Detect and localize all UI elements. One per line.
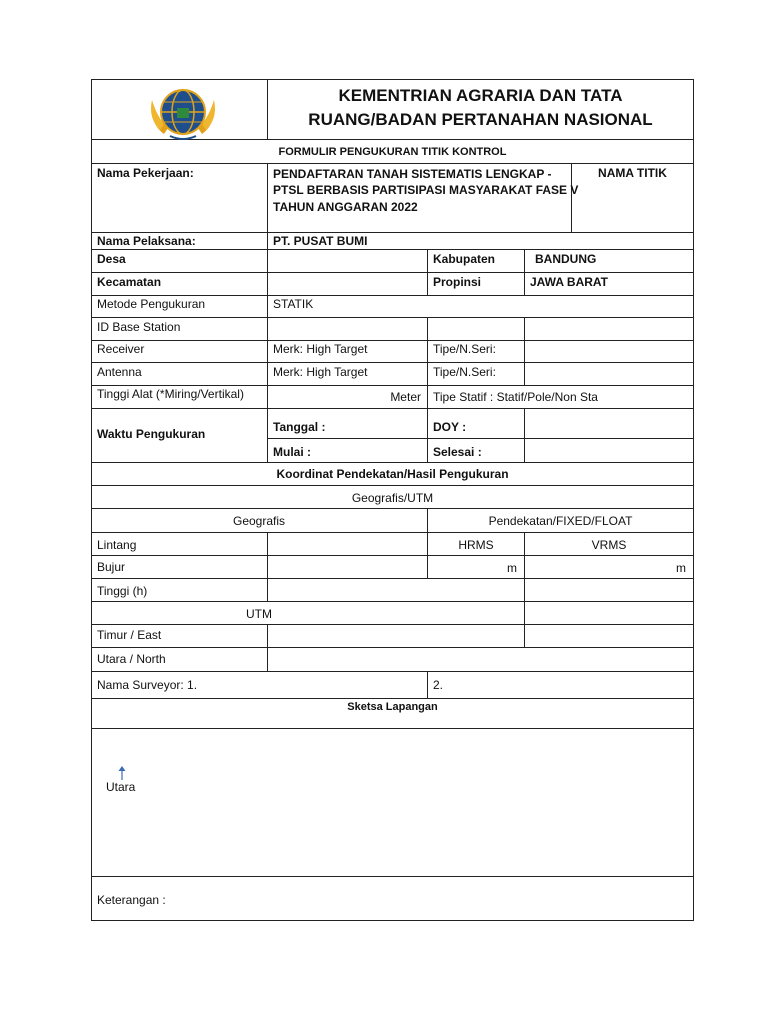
border-line bbox=[91, 408, 694, 409]
border-line bbox=[268, 438, 694, 439]
hrms-label: HRMS bbox=[458, 538, 494, 552]
border-line bbox=[91, 232, 694, 233]
border-line bbox=[91, 462, 694, 463]
end-label: Selesai : bbox=[433, 445, 482, 459]
longitude-label: Bujur bbox=[97, 560, 126, 574]
border-line bbox=[91, 671, 694, 672]
border-line bbox=[91, 485, 694, 486]
method-label: Metode Pengukuran bbox=[97, 297, 206, 311]
border-line bbox=[91, 698, 694, 699]
executor-label: Nama Pelaksana: bbox=[97, 234, 196, 248]
form-title: FORMULIR PENGUKURAN TITIK KONTROL bbox=[278, 146, 507, 158]
agency-title-line2: RUANG/BADAN PERTANAHAN NASIONAL bbox=[308, 110, 653, 129]
border-line bbox=[91, 385, 694, 386]
measurement-time-label: Waktu Pengukuran bbox=[97, 427, 206, 441]
executor-value: PT. PUSAT BUMI bbox=[273, 234, 368, 248]
village-label: Desa bbox=[97, 252, 126, 266]
border-line bbox=[91, 647, 694, 648]
bpn-logo bbox=[144, 84, 222, 142]
border-line bbox=[91, 728, 694, 729]
border-line bbox=[91, 555, 694, 556]
border-line bbox=[91, 601, 694, 602]
job-name-line3: TAHUN ANGGARAN 2022 bbox=[273, 200, 418, 214]
receiver-brand: Merk: High Target bbox=[273, 342, 368, 356]
approximation-header: Pendekatan/FIXED/FLOAT bbox=[488, 514, 633, 528]
receiver-label: Receiver bbox=[97, 342, 145, 356]
border-line bbox=[91, 532, 694, 533]
border-line bbox=[91, 317, 694, 318]
base-station-label: ID Base Station bbox=[97, 320, 181, 334]
north-arrow-icon bbox=[118, 766, 126, 780]
border-line bbox=[427, 671, 428, 699]
method-value: STATIK bbox=[273, 297, 314, 311]
hrms-unit: m bbox=[507, 561, 517, 575]
coordinate-section-title: Koordinat Pendekatan/Hasil Pengukuran bbox=[276, 467, 509, 481]
geographic-header: Geografis bbox=[232, 514, 286, 528]
province-label: Propinsi bbox=[433, 275, 482, 289]
instrument-height-label: Tinggi Alat (*Miring/Vertikal) bbox=[97, 387, 244, 401]
remarks-label: Keterangan : bbox=[97, 893, 166, 907]
north-label: Utara bbox=[106, 780, 136, 794]
antenna-brand: Merk: High Target bbox=[273, 365, 368, 379]
easting-label: Timur / East bbox=[97, 628, 162, 642]
vrms-unit: m bbox=[676, 561, 686, 575]
regency-value: BANDUNG bbox=[535, 252, 597, 266]
antenna-label: Antenna bbox=[97, 365, 142, 379]
border-line bbox=[427, 249, 428, 295]
geo-utm-header: Geografis/UTM bbox=[351, 491, 434, 505]
utm-header: UTM bbox=[246, 607, 272, 621]
date-label: Tanggal : bbox=[273, 420, 326, 434]
border-line bbox=[427, 317, 428, 462]
border-line bbox=[91, 508, 694, 509]
border-line bbox=[91, 79, 694, 80]
border-line bbox=[91, 295, 694, 296]
border-line bbox=[524, 408, 525, 462]
border-line bbox=[91, 362, 694, 363]
receiver-type: Tipe/N.Seri: bbox=[433, 342, 496, 356]
height-unit: Meter bbox=[390, 390, 421, 404]
regency-label: Kabupaten bbox=[433, 252, 496, 266]
district-label: Kecamatan bbox=[97, 275, 162, 289]
border-line bbox=[267, 624, 268, 671]
border-line bbox=[91, 578, 694, 579]
border-line bbox=[524, 249, 525, 295]
surveyor-2-label: 2. bbox=[433, 678, 444, 692]
agency-title-line1: KEMENTRIAN AGRARIA DAN TATA bbox=[338, 86, 623, 105]
job-name-line2: PTSL BERBASIS PARTISIPASI MASYARAKAT FASE V bbox=[273, 183, 579, 197]
start-label: Mulai : bbox=[273, 445, 311, 459]
border-line bbox=[91, 163, 694, 164]
static-type: Tipe Statif : Statif/Pole/Non Sta bbox=[433, 390, 598, 404]
border-line bbox=[91, 920, 694, 921]
antenna-type: Tipe/N.Seri: bbox=[433, 365, 496, 379]
surveyor-1-label: Nama Surveyor: 1. bbox=[97, 678, 198, 692]
northing-label: Utara / North bbox=[97, 652, 166, 666]
border-line bbox=[91, 249, 694, 250]
doy-label: DOY : bbox=[433, 420, 467, 434]
border-line bbox=[267, 532, 268, 601]
latitude-label: Lintang bbox=[97, 538, 137, 552]
border-line bbox=[524, 317, 525, 385]
field-sketch-title: Sketsa Lapangan bbox=[347, 701, 438, 713]
border-line bbox=[91, 340, 694, 341]
job-label: Nama Pekerjaan: bbox=[97, 166, 194, 180]
ellipsoid-height-label: Tinggi (h) bbox=[97, 584, 148, 598]
border-line bbox=[267, 163, 268, 462]
job-name-line1: PENDAFTARAN TANAH SISTEMATIS LENGKAP - bbox=[273, 167, 552, 181]
point-name-label: NAMA TITIK bbox=[598, 166, 667, 180]
vrms-label: VRMS bbox=[591, 538, 627, 552]
border-line bbox=[91, 272, 694, 273]
border-line bbox=[91, 876, 694, 877]
province-value: JAWA BARAT bbox=[530, 275, 608, 289]
border-line bbox=[91, 624, 694, 625]
